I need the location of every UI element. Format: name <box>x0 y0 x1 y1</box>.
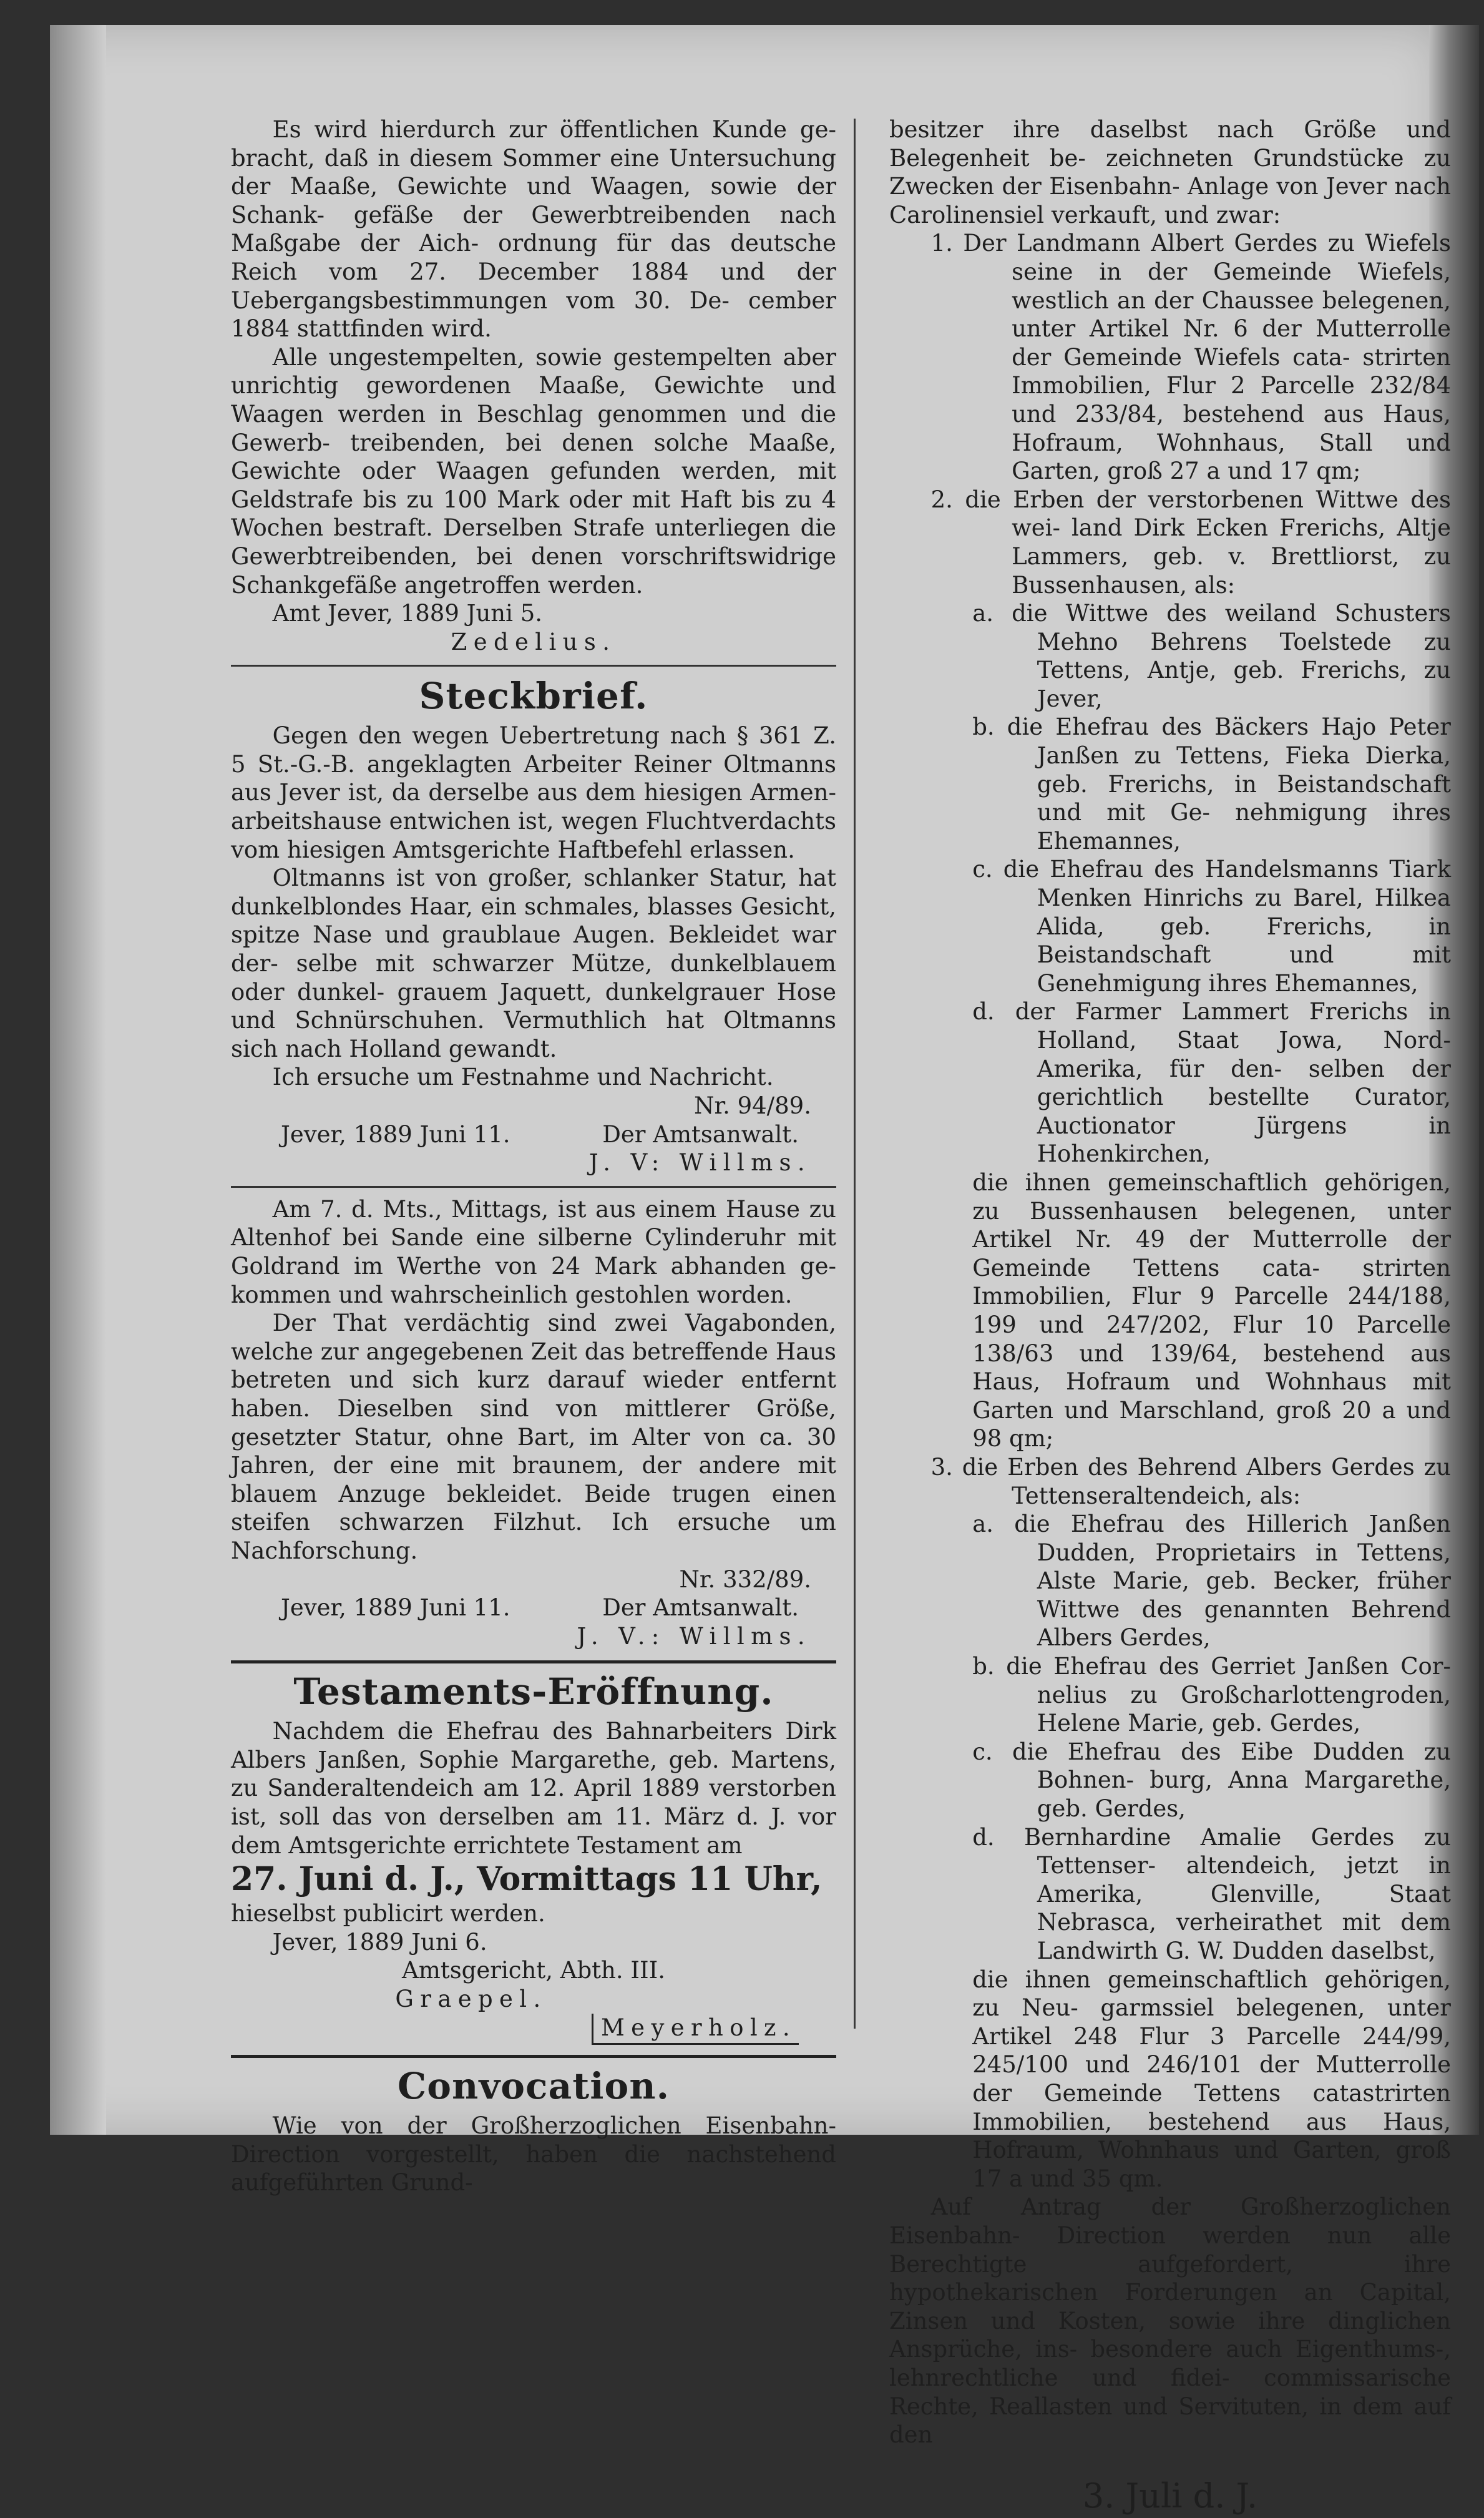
calibration-paragraph-2: Alle ungestempelten, sowie gestempelten aber unrichtig gewordenen Maaße, Gewichte und Waagen werden in Beschlag genommen und die Gewerb- treibenden, bei denen solche Maaße, Gewichte oder Waagen gefunden werden, mit Geldstrafe bis zu 100 Mark oder mit Haft bis zu 4 Wochen bestraft. Derselben Strafe unterliegen die Gewerbtreibenden, bei denen vorschriftswidrige Schankgefäße angetroffen werden. <box>231 343 836 599</box>
left-column <box>231 115 836 2197</box>
testament-place-date: Jever, 1889 Juni 6. <box>272 1928 487 1956</box>
testament-paragraph-1: Nachdem die Ehefrau des Bahnarbeiters Dirk Albers Janßen, Sophie Margarethe, geb. Martens, zu Sanderaltendeich am 12. April 1889 verstorben ist, soll das von derselben am 11. März d. J. vor dem Amtsgerichte errichtete Testament am <box>231 1718 836 1859</box>
parcel-item-3a: a. die Ehefrau des Hillerich Janßen Dudden, Proprietairs in Tettens, Alste Marie, geb. Becker, früher Wittwe des genannten Behrend Albers Gerdes, <box>972 1511 1451 1652</box>
theft-footer <box>231 1594 836 1622</box>
parcel-item-2: 2. die Erben der verstorbenen Wittwe des wei- land Dirk Ecken Frerichs, Altje Lammers, geb. v. Brettliorst, zu Bussenhausen, als: <box>930 486 1451 599</box>
convocation-title: Convocation. <box>397 2065 670 2108</box>
testament-office: Amtsgericht, Abth. III. <box>402 1957 665 1984</box>
notice-theft <box>231 1195 836 1651</box>
page-binding-shadow <box>50 25 106 2135</box>
parcel-item-2a: a. die Wittwe des weiland Schusters Mehno Behrens Toelstede zu Tettens, Antje, geb. Frerichs, zu Jever, <box>972 600 1451 712</box>
wanted-footer <box>231 1120 836 1149</box>
calibration-signature: Zedelius. <box>451 628 617 655</box>
theft-place-date: Jever, 1889 Juni 11. <box>281 1594 510 1622</box>
testament-paragraph-2: hieselbst publicirt werden. <box>231 1900 545 1928</box>
parcel-item-3b: b. die Ehefrau des Gerriet Janßen Cor- nelius zu Großcharlottengroden, Helene Marie, geb. Gerdes, <box>972 1653 1451 1737</box>
convocation-intro: besitzer ihre daselbst nach Größe und Belegenheit be- zeichneten Grundstücke zu Zwecken der Eisenbahn- Anlage von Jever nach Carolinensiel verkauft, und zwar: <box>889 116 1451 228</box>
testament-date: 27. Juni d. J., Vormittags 11 Uhr, <box>231 1860 823 1899</box>
parcel-item-1: 1. Der Landmann Albert Gerdes zu Wiefels seine in der Gemeinde Wiefels, westlich an der Chaussee belegenen, unter Artikel Nr. 6 der Mutterrolle der Gemeinde Wiefels cata- strirten Immobilien, Flur 2 Parcelle 232/84 und 233/84, bestehend aus Haus, Hofraum, Wohnhaus, Stall und Garten, groß 27 a und 17 qm; <box>930 230 1451 485</box>
testament-signature: Graepel. <box>395 1986 547 2013</box>
notice-calibration <box>231 115 836 656</box>
notice-testament <box>231 1670 836 2045</box>
convocation-date: 3. Juli d. J. <box>1082 2476 1258 2516</box>
testament-certifier: Meyerholz. <box>592 2014 799 2045</box>
wanted-paragraph-2: Oltmanns ist von großer, schlanker Statur, hat dunkelblondes Haar, ein schmales, blasses Gesicht, spitze Nase und graublaue Augen. Bekleidet war der- selbe mit schwarzer Mütze, dunkelblauem oder dunkel- grauem Jaquett, dunkelgrauer Hose und Schnürschuhen. Vermuthlich hat Oltmanns sich nach Holland gewandt. <box>231 865 836 1062</box>
theft-office: Der Amtsanwalt. <box>602 1594 799 1622</box>
theft-number: Nr. 332/89. <box>679 1565 811 1593</box>
testament-title: Testaments-Eröffnung. <box>293 1670 774 1713</box>
parcel-item-2d: d. der Farmer Lammert Frerichs in Holland, Staat Jowa, Nord-Amerika, für den- selben der gerichtlich bestellte Curator, Auctionator Jürgens in Hohenkirchen, <box>972 998 1451 1168</box>
wanted-place-date: Jever, 1889 Juni 11. <box>281 1120 510 1148</box>
calibration-paragraph-1: Es wird hierdurch zur öffentlichen Kunde ge- bracht, daß in diesem Sommer eine Untersuchung der Maaße, Gewichte und Waagen, sowie der Schank- gefäße der Gewerbtreibenden nach Maßgabe der Aich- ordnung für das deutsche Reich vom 27. December 1884 und der Uebergangsbestimmungen vom 30. De- cember 1884 stattfinden wird. <box>231 116 836 343</box>
section-rule <box>231 1186 836 1188</box>
parcel-item-3c: c. die Ehefrau des Eibe Dudden zu Bohnen- burg, Anna Margarethe, geb. Gerdes, <box>972 1738 1451 1823</box>
parcel-item-2b: b. die Ehefrau des Bäckers Hajo Peter Janßen zu Tettens, Fieka Dierka, geb. Frerichs, in Beistandschaft und mit Ge- nehmigung ihres Ehemannes, <box>972 713 1451 855</box>
section-rule <box>231 665 836 667</box>
section-rule <box>231 1660 836 1663</box>
wanted-title: Steckbrief. <box>419 675 648 718</box>
parcel-item-3-description: die ihnen gemeinschaftlich gehörigen, zu Neu- garmssiel belegenen, unter Artikel 248 Flur 3 Parcelle 244/99, 245/100 und 246/101 der Mutterrolle der Gemeinde Tettens catastrirten Immobilien, bestehend aus Haus, Hofraum, Wohnhaus und Garten, groß 17 a und 35 qm. <box>972 1966 1451 2192</box>
wanted-paragraph-3: Ich ersuche um Festnahme und Nachricht. <box>272 1064 774 1091</box>
parcel-item-2c: c. die Ehefrau des Handelsmanns Tiark Menken Hinrichs zu Barel, Hilkea Alida, geb. Frerichs, in Beistandschaft und mit Genehmigung ihres Ehemannes, <box>972 856 1451 997</box>
theft-paragraph-2: Der That verdächtig sind zwei Vagabonden, welche zur angegebenen Zeit das betreffende Haus betreten und sich kurz darauf wieder entfernt haben. Dieselben sind von mittlerer Größe, gesetzter Statur, ohne Bart, im Alter von ca. 30 Jahren, der eine mit braunem, der andere mit blauem Anzuge bekleidet. Beide trugen einen steifen schwarzen Filzhut. Ich ersuche um Nachforschung. <box>231 1310 836 1564</box>
notice-wanted <box>231 674 836 1177</box>
theft-paragraph-1: Am 7. d. Mts., Mittags, ist aus einem Hause zu Altenhof bei Sande eine silberne Cylinderuhr mit Goldrand im Werthe von 24 Mark abhanden ge- kommen und wahrscheinlich gestohlen worden. <box>231 1195 836 1308</box>
calibration-place-date: Amt Jever, 1889 Juni 5. <box>272 600 543 627</box>
parcel-item-3d: d. Bernhardine Amalie Gerdes zu Tettenser- altendeich, jetzt in Amerika, Glenville, Staat Nebrasca, verheirathet mit dem Landwirth G. W. Dudden daselbst, <box>972 1823 1451 1964</box>
section-rule <box>231 2055 836 2058</box>
convocation-request: Auf Antrag der Großherzoglichen Eisenbahn- Direction werden nun alle Berechtigte aufgefordert, ihre hypothekarischen Forderungen an Capital, Zinsen und Kosten, sowie ihre dinglichen Ansprüche, ins- besondere auch Eigenthums-, lehnrechtliche und fidei- commissarische Rechte, Reallasten und Servituten, in dem auf den <box>889 2193 1451 2449</box>
wanted-paragraph-1: Gegen den wegen Uebertretung nach § 361 Z. 5 St.-G.-B. angeklagten Arbeiter Reiner Oltmanns aus Jever ist, da derselbe aus dem hiesigen Armen- arbeitshause entwichen ist, wegen Fluchtverdachts vom hiesigen Amtsgerichte Haftbefehl erlassen. <box>231 722 836 863</box>
wanted-signature: J. V: Willms. <box>588 1149 811 1177</box>
column-divider <box>854 119 856 2029</box>
parcel-item-2-description: die ihnen gemeinschaftlich gehörigen, zu Bussenhausen belegenen, unter Artikel Nr. 49 der Mutterrolle der Gemeinde Tettens cata- strirten Immobilien, Flur 9 Parcelle 244/188, 199 und 247/202, Flur 10 Parcelle 138/63 und 139/64, bestehend aus Haus, Hofraum und Wohnhaus mit Garten und Marschland, groß 20 a und 98 qm; <box>972 1168 1451 1453</box>
wanted-office: Der Amtsanwalt. <box>602 1120 799 1148</box>
parcel-item-3: 3. die Erben des Behrend Albers Gerdes zu Tettenseraltendeich, als: <box>930 1453 1451 1509</box>
theft-signature: J. V.: Willms. <box>577 1622 811 1650</box>
right-column <box>889 115 1451 2518</box>
notice-convocation <box>231 2064 836 2197</box>
wanted-number: Nr. 94/89. <box>694 1092 811 1119</box>
convocation-paragraph-1: Wie von der Großherzoglichen Eisenbahn-Direction vorgestellt, haben die nachstehend aufgeführten Grund- <box>231 2112 836 2197</box>
